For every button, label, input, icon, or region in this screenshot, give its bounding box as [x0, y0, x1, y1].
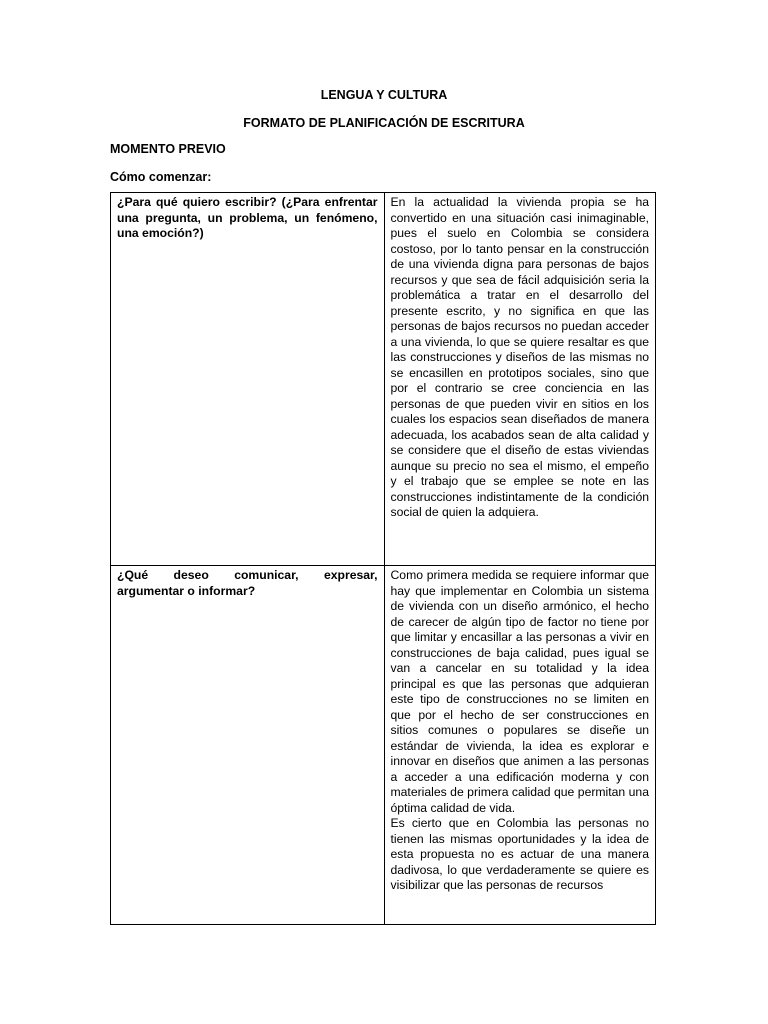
question-cell: ¿Para qué quiero escribir? (¿Para enfrentar una pregunta, un problema, un fenómeno, una emoción?) [111, 193, 385, 566]
subsection-heading: Cómo comenzar: [110, 170, 212, 184]
answer-paragraph: Es cierto que en Colombia las personas no tienen las mismas oportunidades y la idea de esta propuesta no es actuar de una manera dadivosa, lo que verdaderamente se quiere es visibilizar que las personas de recursos [390, 816, 649, 892]
table-row [111, 566, 656, 925]
table-row [111, 193, 656, 566]
answer-cell [384, 193, 656, 566]
question-cell: ¿Qué deseo comunicar, expresar, argumentar o informar? [111, 566, 385, 925]
answer-paragraph: En la actualidad la vivienda propia se ha convertido en una situación casi inimaginable, pues el suelo en Colombia se considera costoso, por lo tanto pensar en la construcción de una vivienda digna para personas de bajos recursos y que sea de fácil adquisición seria la problemática a tratar en el desarrollo del presente escrito, y no significa en que las personas de bajos recursos no puedan acceder a una vivienda, lo que se quiere resaltar es que las construcciones y diseños de las mismas no se encasillen en prototipos sociales, sino que por el contrario se cree conciencia en las personas de que pueden vivir en sitios en los cuales los espacios sean diseñados de manera adecuada, los acabados sean de alta calidad y se considere que el diseño de estas viviendas aunque su precio no sea el mismo, el empeño y el trabajo que se emplee se note en las construcciones indistintamente de la condición social de quien la adquiera. [390, 195, 649, 519]
document-title: LENGUA Y CULTURA [320, 88, 448, 102]
answer-paragraph: Como primera medida se requiere informar que hay que implementar en Colombia un sistema de vivienda con un diseño armónico, el hecho de carecer de algún tipo de factor no tiene por que limitar y encasillar a las personas a vivir en construcciones de baja calidad, pues igual se van a cancelar en su totalidad y la idea principal es que las personas que adquieran este tipo de construcciones no se limiten en que por el hecho de ser construcciones en sitios comunes o populares se diseñe un estándar de vivienda, la idea es explorar e innovar en diseños que animen a las personas a acceder a una edificación moderna y con materiales de primera calidad que permitan una óptima calidad de vida. [390, 568, 649, 815]
document-subtitle: FORMATO DE PLANIFICACIÓN DE ESCRITURA [243, 116, 525, 130]
planning-table [110, 192, 656, 925]
section-heading: MOMENTO PREVIO [110, 142, 226, 156]
answer-cell [384, 566, 656, 925]
